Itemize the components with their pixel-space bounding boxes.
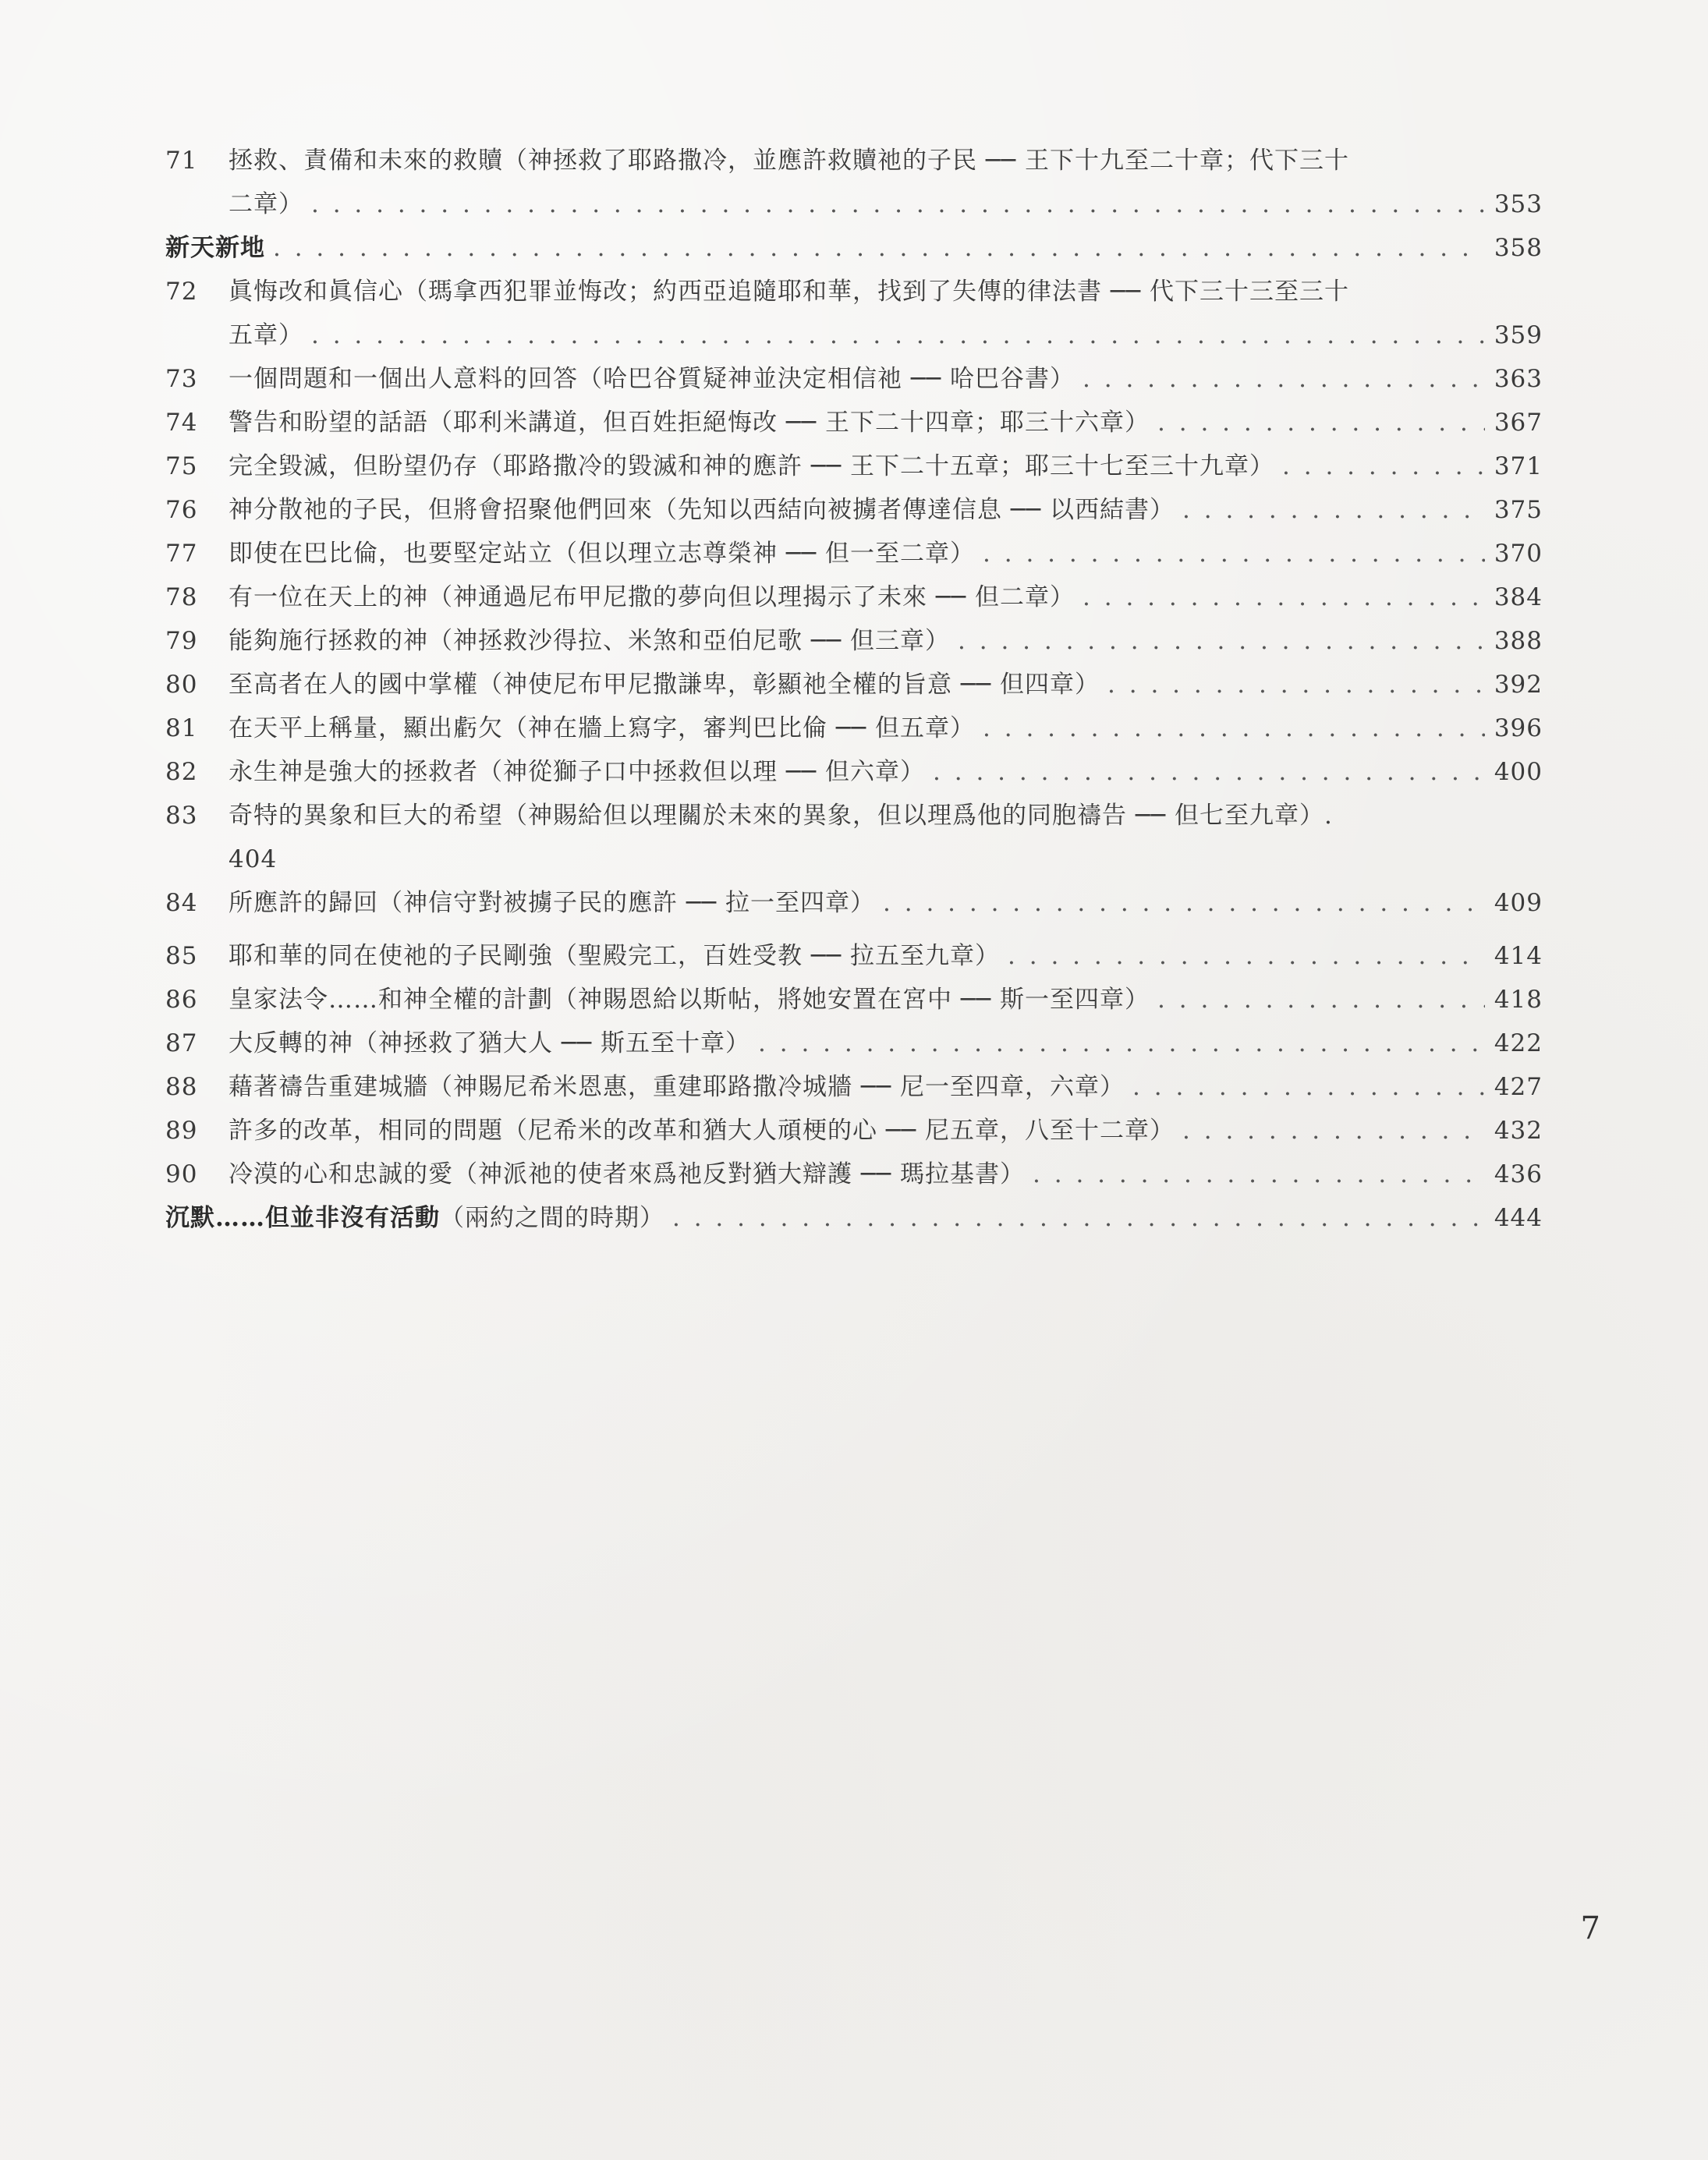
entry-number: 76 <box>165 496 198 524</box>
entry-title: 耶和華的同在使祂的子民剛強（聖殿完工，百姓受教 ── 拉五至九章） <box>229 942 1001 970</box>
toc-entry[interactable] <box>165 663 1543 706</box>
toc-entry[interactable] <box>165 575 1543 619</box>
dot-leader <box>1157 978 1485 1022</box>
toc-entry[interactable] <box>165 706 1543 750</box>
toc-entry[interactable] <box>165 270 1543 357</box>
entry-page-number: 432 <box>1494 1117 1543 1145</box>
entry-page-number: 371 <box>1494 452 1543 480</box>
entry-title: 許多的改革，相同的問題（尼希米的改革和猶大人頑梗的心 ── 尼五章，八至十二章） <box>229 1117 1175 1145</box>
entry-page-number: 375 <box>1494 496 1543 524</box>
entry-page-number: 414 <box>1494 942 1543 970</box>
entry-page-number: 418 <box>1494 986 1543 1014</box>
dot-leader <box>933 750 1485 794</box>
entry-page-number: 370 <box>1494 540 1543 568</box>
toc-entry[interactable] <box>165 444 1543 488</box>
entry-page-number: 388 <box>1494 627 1543 655</box>
dot-leader <box>1182 488 1485 532</box>
toc-section-heading[interactable] <box>165 1196 1543 1240</box>
entry-page-number: 409 <box>1494 889 1543 917</box>
dot-leader <box>1182 1109 1485 1153</box>
toc-entry[interactable] <box>165 401 1543 444</box>
section-note: （兩約之間的時期） <box>440 1204 664 1232</box>
table-of-contents <box>165 139 1543 1240</box>
dot-leader <box>1132 1065 1485 1109</box>
entry-title: 警告和盼望的話語（耶利米講道，但百姓拒絕悔改 ── 王下二十四章；耶三十六章） <box>229 409 1150 437</box>
dot-leader <box>672 1196 1485 1240</box>
entry-title: 有一位在天上的神（神通過尼布甲尼撒的夢向但以理揭示了未來 ── 但二章） <box>229 583 1075 611</box>
toc-entry[interactable] <box>165 794 1543 881</box>
entry-number: 80 <box>165 671 198 699</box>
dot-leader <box>311 182 1485 226</box>
toc-section-heading[interactable] <box>165 226 1543 270</box>
entry-number: 73 <box>165 365 198 393</box>
entry-page-number: 422 <box>1494 1029 1543 1057</box>
toc-entry[interactable] <box>165 619 1543 663</box>
entry-number: 75 <box>165 452 198 480</box>
entry-number: 89 <box>165 1117 198 1145</box>
entry-title: 在天平上稱量，顯出虧欠（神在牆上寫字，審判巴比倫 ── 但五章） <box>229 714 976 742</box>
entry-page-number: 367 <box>1494 409 1543 437</box>
entry-page-number: 444 <box>1494 1204 1543 1232</box>
toc-entry[interactable] <box>165 532 1543 575</box>
entry-number: 77 <box>165 540 198 568</box>
entry-page-number: 359 <box>1494 321 1543 349</box>
entry-title: 能夠施行拯救的神（神拯救沙得拉、米煞和亞伯尼歌 ── 但三章） <box>229 627 951 655</box>
entry-page-number: 396 <box>1494 714 1543 742</box>
dot-leader <box>1008 934 1485 978</box>
entry-page-number: 353 <box>1494 190 1543 218</box>
entry-number: 78 <box>165 583 198 611</box>
entry-title: 皇家法令……和神全權的計劃（神賜恩給以斯帖，將她安置在宮中 ── 斯一至四章） <box>229 986 1150 1014</box>
entry-page-number: 363 <box>1494 365 1543 393</box>
entry-title: 至高者在人的國中掌權（神使尼布甲尼撒謙卑，彰顯祂全權的旨意 ── 但四章） <box>229 671 1100 699</box>
toc-entry[interactable] <box>165 357 1543 401</box>
entry-number: 87 <box>165 1029 198 1057</box>
entry-number: 84 <box>165 889 198 917</box>
entry-page-number: 427 <box>1494 1073 1543 1101</box>
toc-entry[interactable] <box>165 750 1543 794</box>
dot-leader <box>883 881 1485 925</box>
toc-entry[interactable] <box>165 1153 1543 1196</box>
entry-number: 86 <box>165 986 198 1014</box>
section-title: 沉默……但並非沒有活動 <box>165 1204 440 1232</box>
entry-number: 83 <box>165 802 198 830</box>
dot-leader <box>1033 1153 1485 1196</box>
entry-title-continued: 二章） <box>229 190 303 218</box>
toc-entry[interactable] <box>165 139 1543 226</box>
dot-leader <box>958 619 1485 663</box>
entry-content <box>229 139 1543 226</box>
entry-title: 奇特的異象和巨大的希望（神賜給但以理關於未來的異象，但以理爲他的同胞禱告 ── 但七至九章）. <box>229 802 1333 830</box>
entry-number: 72 <box>165 278 198 306</box>
entry-number: 81 <box>165 714 198 742</box>
page-number: 7 <box>1580 1910 1600 1946</box>
toc-entry[interactable] <box>165 881 1543 925</box>
entry-title: 拯救、責備和未來的救贖（神拯救了耶路撒冷，並應許救贖祂的子民 ── 王下十九至二十章；代下三十 <box>229 147 1350 175</box>
entry-number: 79 <box>165 627 198 655</box>
entry-page-number: 384 <box>1494 583 1543 611</box>
dot-leader <box>983 532 1485 575</box>
entry-number: 82 <box>165 758 198 786</box>
dot-leader <box>273 226 1485 270</box>
entry-title: 即使在巴比倫，也要堅定站立（但以理立志尊榮神 ── 但一至二章） <box>229 540 976 568</box>
entry-number: 74 <box>165 409 198 437</box>
dot-leader <box>1083 575 1485 619</box>
entry-page-number: 392 <box>1494 671 1543 699</box>
entry-title: 冷漠的心和忠誠的愛（神派祂的使者來爲祂反對猶大辯護 ── 瑪拉基書） <box>229 1160 1026 1188</box>
entry-title: 神分散祂的子民，但將會招聚他們回來（先知以西結向被擄者傳達信息 ── 以西結書） <box>229 496 1175 524</box>
entry-page-number: 404 <box>229 845 278 873</box>
toc-entry[interactable] <box>165 1109 1543 1153</box>
entry-number: 71 <box>165 147 198 175</box>
entry-page-number: 400 <box>1494 758 1543 786</box>
entry-number: 85 <box>165 942 198 970</box>
dot-leader <box>1083 357 1485 401</box>
toc-entry[interactable] <box>165 1022 1543 1065</box>
entry-title: 完全毀滅，但盼望仍存（耶路撒冷的毀滅和神的應許 ── 王下二十五章；耶三十七至三十九章） <box>229 452 1275 480</box>
entry-content <box>229 794 1543 881</box>
entry-title: 永生神是強大的拯救者（神從獅子口中拯救但以理 ── 但六章） <box>229 758 926 786</box>
entry-page-number: 358 <box>1494 234 1543 262</box>
entry-title-continued: 五章） <box>229 321 303 349</box>
dot-leader <box>1157 401 1485 444</box>
entry-title: 所應許的歸回（神信守對被擄子民的應許 ── 拉一至四章） <box>229 889 876 917</box>
entry-title: 大反轉的神（神拯救了猶大人 ── 斯五至十章） <box>229 1029 751 1057</box>
entry-content <box>229 270 1543 357</box>
toc-entry[interactable] <box>165 934 1543 978</box>
section-title: 新天新地 <box>165 234 265 262</box>
entry-title: 一個問題和一個出人意料的回答（哈巴谷質疑神並決定相信祂 ── 哈巴谷書） <box>229 365 1075 393</box>
entry-number: 90 <box>165 1160 198 1188</box>
toc-entry[interactable] <box>165 1065 1543 1109</box>
entry-title: 眞悔改和眞信心（瑪拿西犯罪並悔改；約西亞追隨耶和華，找到了失傳的律法書 ── 代下三十三至三十 <box>229 278 1350 306</box>
toc-entry[interactable] <box>165 488 1543 532</box>
dot-leader <box>1282 444 1485 488</box>
entry-number: 88 <box>165 1073 198 1101</box>
dot-leader <box>983 706 1485 750</box>
dot-leader <box>311 313 1485 357</box>
entry-page-number: 436 <box>1494 1160 1543 1188</box>
dot-leader <box>1107 663 1485 706</box>
toc-entry[interactable] <box>165 978 1543 1022</box>
dot-leader <box>758 1022 1485 1065</box>
entry-title: 藉著禱告重建城牆（神賜尼希米恩惠，重建耶路撒冷城牆 ── 尼一至四章，六章） <box>229 1073 1125 1101</box>
